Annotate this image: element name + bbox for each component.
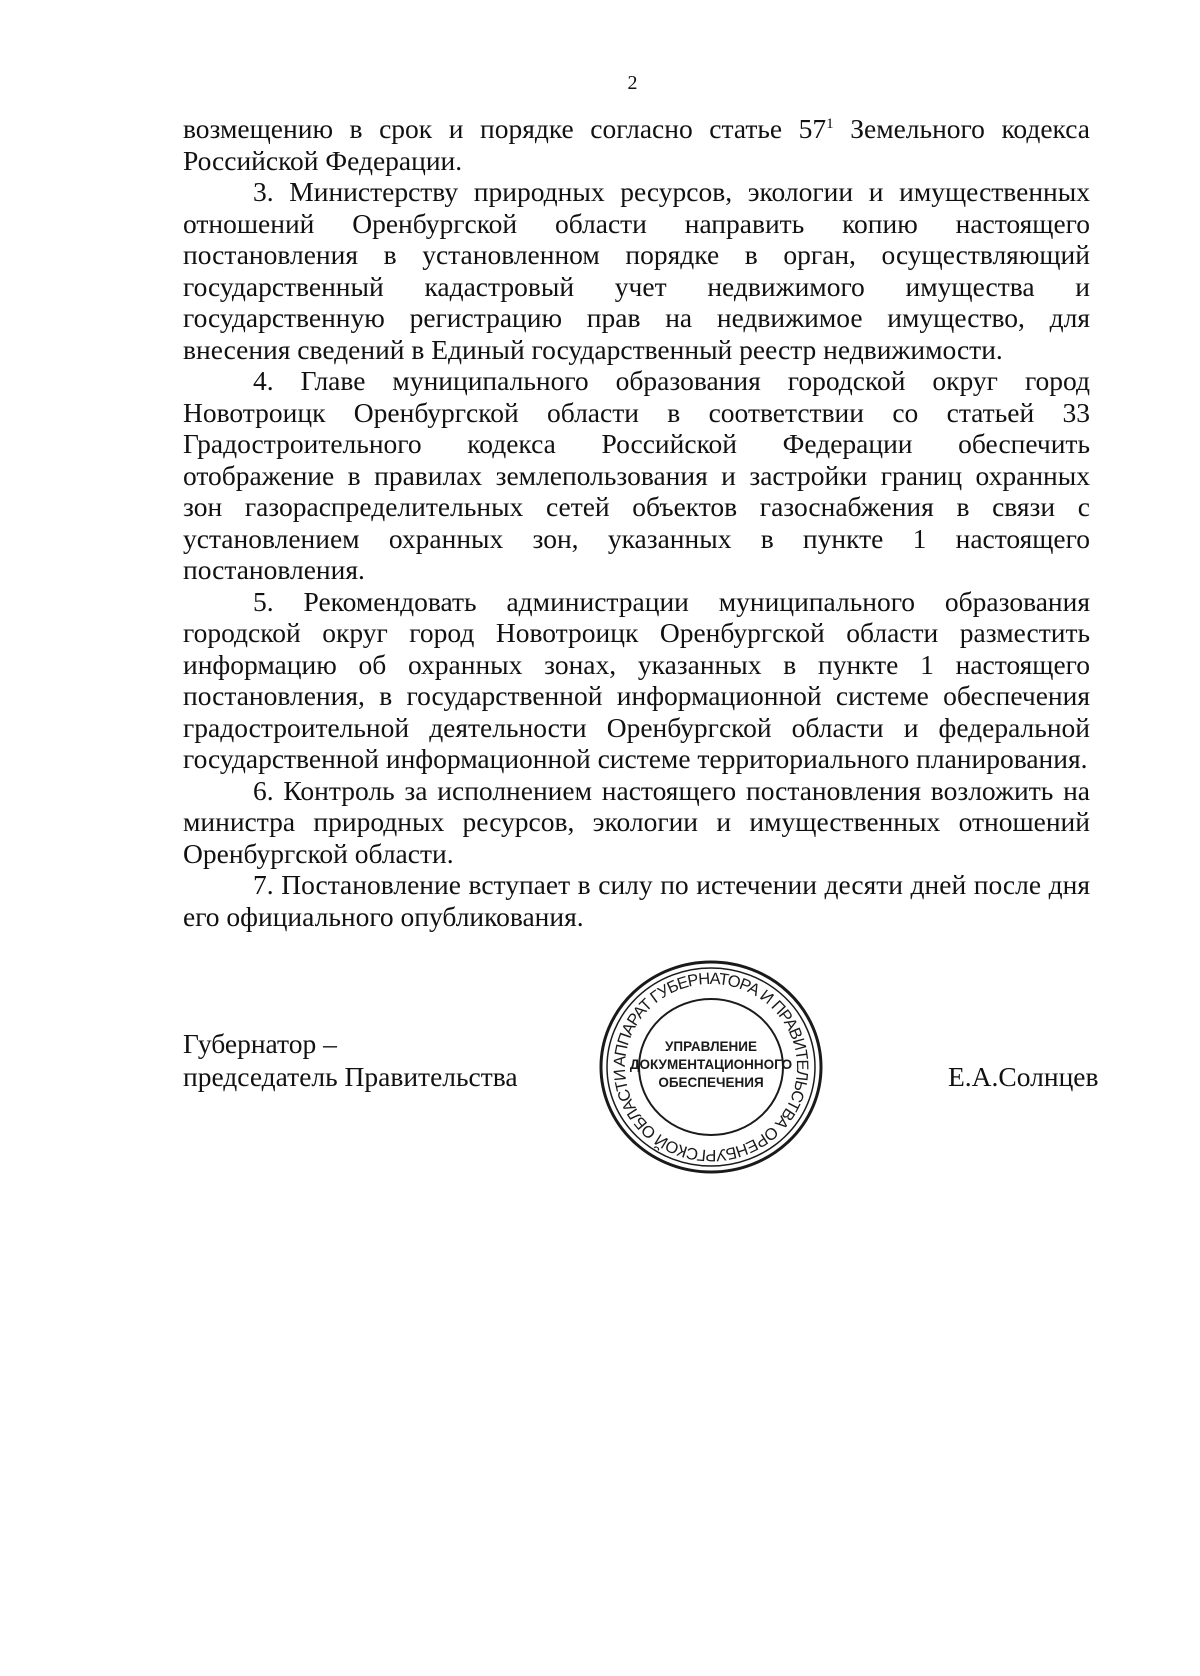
seal-center-line2: ДОКУМЕНТАЦИОННОГО bbox=[629, 1057, 793, 1072]
paragraph-item-6: 6. Контроль за исполнением настоящего постановления возложить на министра природных ресурсов, экологии и имущественных отношений Оренбургской области. bbox=[183, 774, 1090, 869]
document-body bbox=[183, 113, 1090, 932]
paragraph-continuation bbox=[183, 113, 1090, 176]
continuation-text-end: Земельного кодекса Российской Федерации. bbox=[183, 113, 1090, 176]
signatory-title-line1: Губернатор – bbox=[183, 1028, 337, 1059]
continuation-text: возмещению в срок и порядке согласно статье 57 bbox=[183, 113, 827, 144]
signatory-title-line2: председатель Правительства bbox=[183, 1061, 518, 1092]
paragraph-item-4: 4. Главе муниципального образования городской округ город Новотроицк Оренбургской области в соответствии со статьей 33 Градостроительного кодекса Российской Федерации обеспечить отображение в правилах землепользования и застройки границ охранных зон газораспределительных сетей объектов газоснабжения в связи с установлением охранных зон, указанных в пункте 1 настоящего постановления. bbox=[183, 365, 1090, 585]
article-superscript: 1 bbox=[826, 116, 834, 132]
signatory-title bbox=[183, 1027, 518, 1093]
seal-center-line3: ОБЕСПЕЧЕНИЯ bbox=[658, 1075, 764, 1090]
seal-graphic bbox=[597, 958, 825, 1176]
signatory-name: Е.А.Солнцев bbox=[948, 1061, 1099, 1092]
paragraph-item-5: 5. Рекомендовать администрации муниципального образования городской округ город Новотроицк Оренбургской области разместить информацию об охранных зонах, указанных в пункте 1 настоящего постановления, в государственной информационной системе обеспечения градостроительной деятельности Оренбургской области и федеральной государственной информационной системе территориального планирования. bbox=[183, 585, 1090, 774]
seal-ring-textpath: АППАРАТ ГУБЕРНАТОРА И ПРАВИТЕЛЬСТВА ОРЕНБУРГСКОЙ ОБЛАСТИ bbox=[610, 969, 812, 1165]
paragraph-item-3: 3. Министерству природных ресурсов, экологии и имущественных отношений Оренбургской области направить копию настоящего постановления в установленном порядке в орган, осуществляющий государственный кадастровый учет недвижимого имущества и государственную регистрацию прав на недвижимое имущество, для внесения сведений в Единый государственный реестр недвижимости. bbox=[183, 176, 1090, 365]
paragraph-item-7: 7. Постановление вступает в силу по истечении десяти дней после дня его официального опубликования. bbox=[183, 869, 1090, 932]
page-number: 2 bbox=[627, 72, 638, 94]
official-seal bbox=[597, 958, 825, 1176]
seal-center-line1: УПРАВЛЕНИЕ bbox=[664, 1039, 758, 1054]
